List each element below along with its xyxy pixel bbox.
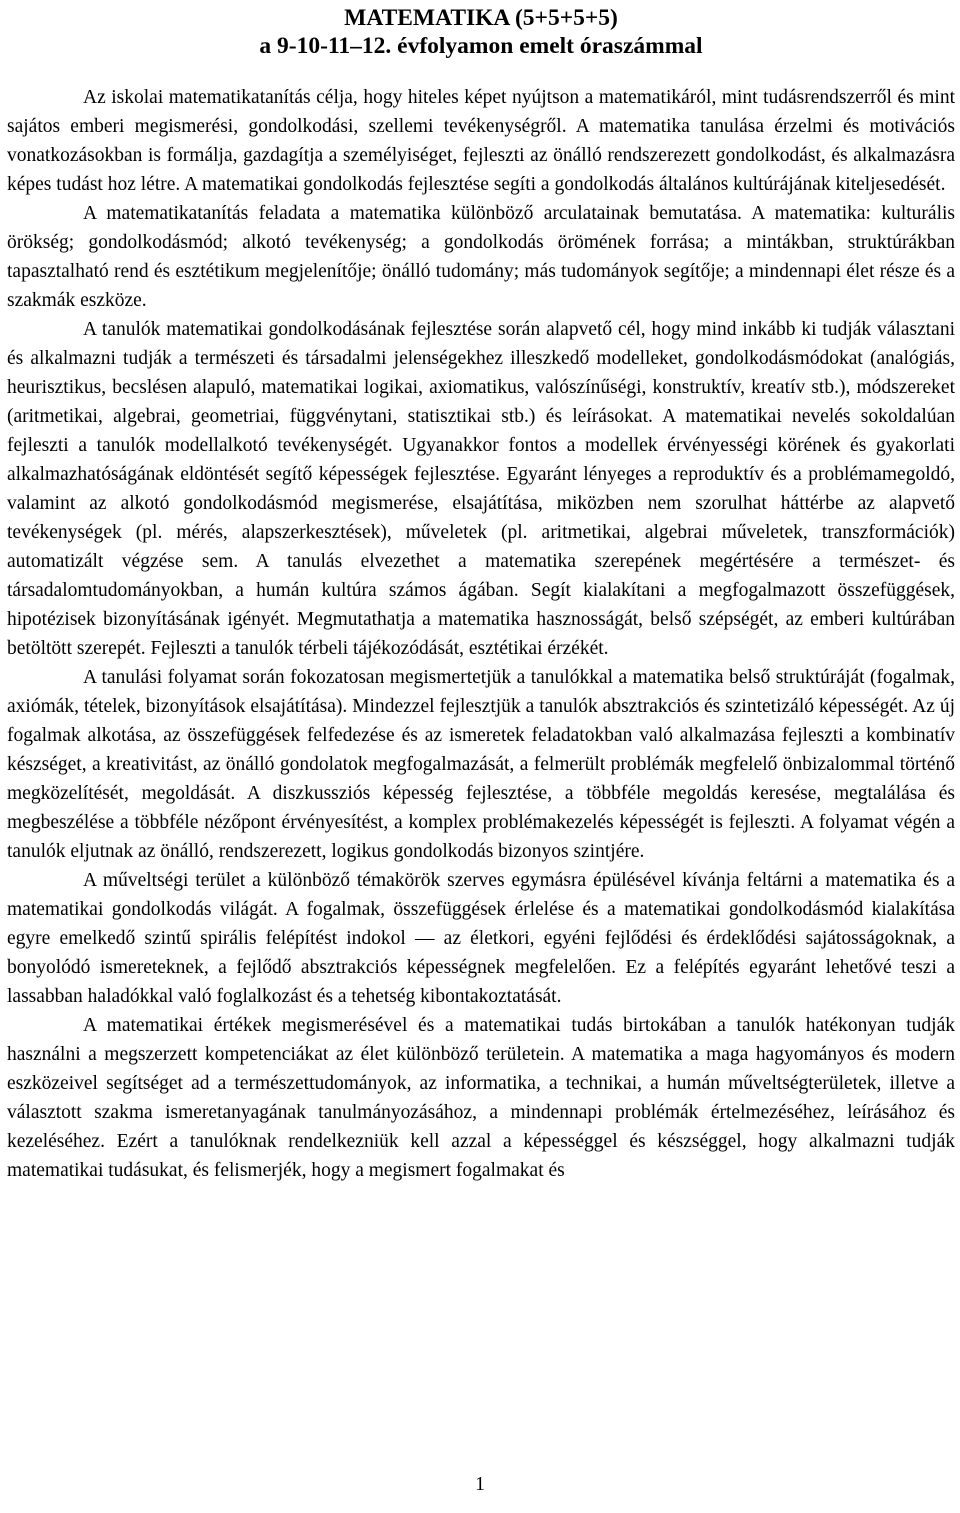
title-line-1: MATEMATIKA (5+5+5+5) <box>344 5 618 31</box>
paragraph-intro: Az iskolai matematikatanítás célja, hogy hiteles képet nyújtson a matematikáról, mint tudásrendszerről és mint sajátos emberi megismerési, gondolkodási, szellemi tevékenységről. A matematika tanulása érzelmi és motivációs vonatkozásokban is formálja, gazdagítja a személyiséget, fejleszti az önálló rendszerezett gondolkodást, és alkalmazásra képes tudást hoz létre. A matematikai gondolkodás fejlesztése segíti a gondolkodás általános kultúrájának kiteljesedését. <box>7 87 955 195</box>
paragraph-tanulasi-folyamat: A tanulási folyamat során fokozatosan megismertetjük a tanulókkal a matematika belső struktúráját (fogalmak, axiómák, tételek, bizonyítások elsajátítása). Mindezzel fejlesztjük a tanulók absztrakciós és szintetizáló képességét. Az új fogalmak alkotása, az összefüggések felfedezése és az ismeretek feladatokban való alkalmazása fejleszti a kombinatív készséget, a kreativitást, az önálló gondolatok megfogalmazását, a felmerült problémák megfelelő önbizalommal történő megközelítését, megoldását. A diszkussziós képesség fejlesztése, a többféle megoldás keresése, megtalálása és megbeszélése a többféle nézőpont érvényesítést, a komplex problémakezelés képességét is fejleszti. A folyamat végén a tanulók eljutnak az önálló, rendszerezett, logikus gondolkodás bizonyos szintjére. <box>7 667 955 862</box>
document-page <box>7 0 955 1185</box>
document-title <box>7 4 955 60</box>
paragraph-arculatok: A matematikatanítás feladata a matematika különböző arculatainak bemutatása. A matematika: kulturális örökség; gondolkodásmód; alkotó tevékenység; a gondolkodás örömének forrása; a mintákban, struktúrákban tapasztalható rend és esztétikum megjelenítője; önálló tudomány; más tudományok segítője; a mindennapi élet része és a szakmák eszköze. <box>7 203 955 311</box>
paragraph-muveltsegi-terulet: A műveltségi terület a különböző témakörök szerves egymásra épülésével kívánja feltárni a matematika és a matematikai gondolkodás világát. A fogalmak, összefüggések érlelése és a matematikai gondolkodásmód kialakítása egyre emelkedő szintű spirális felépítést indokol — az életkori, egyéni fejlődési és érdeklődési sajátosságoknak, a bonyolódó ismereteknek, a fejlődő absztrakciós képességnek megfelelően. Ez a felépítés egyaránt lehetővé teszi a lassabban haladókkal való foglalkozást és a tehetség kibontakoztatását. <box>7 870 955 1007</box>
paragraph-matematikai-ertekek: A matematikai értékek megismerésével és a matematikai tudás birtokában a tanulók hatékonyan tudják használni a megszerzett kompetenciákat az élet különböző területein. A matematika a maga hagyományos és modern eszközeivel segítséget ad a természettudományok, az informatika, a technikai, a humán műveltségterületek, illetve a választott szakma ismeretanyagának tanulmányozásához, a mindennapi problémák értelmezéséhez, leírásához és kezeléséhez. Ezért a tanulóknak rendelkezniük kell azzal a képességgel és készséggel, hogy alkalmazni tudják matematikai tudásukat, és felismerjék, hogy a megismert fogalmakat és <box>7 1015 955 1181</box>
title-line-2: a 9-10-11–12. évfolyamon emelt óraszámmal <box>259 33 703 59</box>
paragraph-gondolkodas-fejlesztes: A tanulók matematikai gondolkodásának fejlesztése során alapvető cél, hogy mind inkább ki tudják választani és alkalmazni tudják a természeti és társadalmi jelenségekhez illeszkedő modelleket, gondolkodásmódokat (analógiás, heurisztikus, becslésen alapuló, matematikai logikai, axiomatikus, valószínűségi, konstruktív, kreatív stb.), módszereket (aritmetikai, algebrai, geometriai, függvénytani, statisztikai stb.) és leírásokat. A matematikai nevelés sokoldalúan fejleszti a tanulók modellalkotó tevékenységét. Ugyanakkor fontos a modellek érvényességi körének és gyakorlati alkalmazhatóságának eldöntését segítő képességek fejlesztése. Egyaránt lényeges a reproduktív és a problémamegoldó, valamint az alkotó gondolkodásmód megismerése, elsajátítása, miközben nem szorulhat háttérbe az alapvető tevékenységek (pl. mérés, alapszerkesztések), műveletek (pl. aritmetikai, algebrai műveletek, transzformációk) automatizált végzése sem. A tanulás elvezethet a matematika szerepének megértésére a természet- és társadalomtudományokban, a humán kultúra számos ágában. Segít kialakítani a megfogalmazott összefüggések, hipotézisek bizonyításának igényét. Megmutathatja a matematika hasznosságát, belső szépségét, az emberi kultúrában betöltött szerepét. Fejleszti a tanulók térbeli tájékozódását, esztétikai érzékét. <box>7 319 955 659</box>
document-body <box>7 83 955 1185</box>
page-number: 1 <box>475 1474 485 1495</box>
